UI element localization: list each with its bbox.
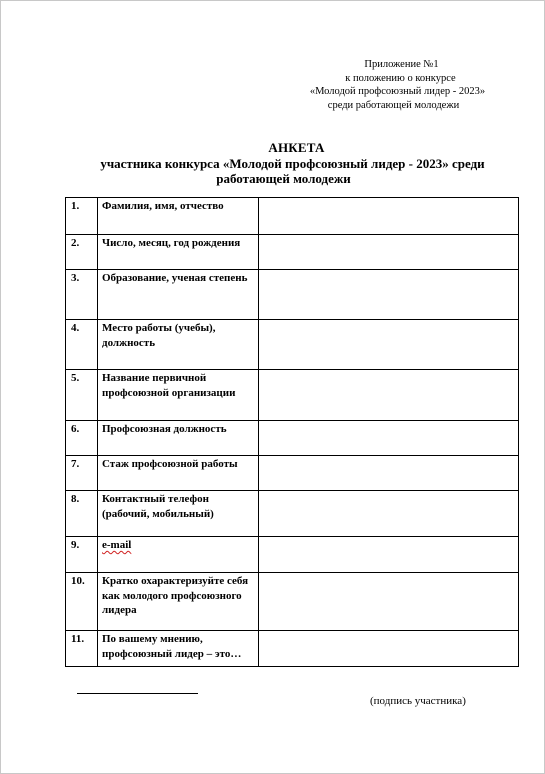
table-row	[66, 198, 519, 235]
row-question: По вашему мнению, профсоюзный лидер – это…	[98, 631, 259, 667]
table-row	[66, 421, 519, 456]
appendix-line-1: Приложение №1	[364, 59, 439, 70]
row-question: Профсоюзная должность	[98, 421, 259, 456]
answer-cell-workplace[interactable]	[259, 320, 519, 370]
appendix-line-4: среди работающей молодежи	[327, 99, 460, 111]
row-question	[98, 537, 259, 573]
answer-cell-union-position[interactable]	[259, 421, 519, 456]
email-label: e-mail	[102, 539, 132, 551]
answer-cell-leader-opinion[interactable]	[259, 631, 519, 667]
row-question: Название первичной профсоюзной организации	[98, 370, 259, 421]
table-row	[66, 631, 519, 667]
signature-caption: (подпись участника)	[370, 695, 466, 707]
answer-cell-education[interactable]	[259, 270, 519, 320]
table-row	[66, 320, 519, 370]
answer-cell-full-name[interactable]	[259, 198, 519, 235]
row-question: Кратко охарактеризуйте себя как молодого профсоюзного лидера	[98, 573, 259, 631]
row-number: 8.	[66, 491, 98, 537]
table-row	[66, 370, 519, 421]
table-row	[66, 573, 519, 631]
form-title-line-1: АНКЕТА	[268, 140, 325, 155]
appendix-header	[250, 58, 545, 112]
row-number: 9.	[66, 537, 98, 573]
row-question: Образование, ученая степень	[98, 270, 259, 320]
row-number: 3.	[66, 270, 98, 320]
answer-cell-email[interactable]	[259, 537, 519, 573]
answer-cell-self-description[interactable]	[259, 573, 519, 631]
row-question: Место работы (учебы), должность	[98, 320, 259, 370]
form-title	[40, 140, 545, 187]
row-question: Контактный телефон (рабочий, мобильный)	[98, 491, 259, 537]
answer-cell-union-experience[interactable]	[259, 456, 519, 491]
appendix-line-3: «Молодой профсоюзный лидер - 2023»	[309, 86, 486, 97]
row-number: 1.	[66, 198, 98, 235]
appendix-line-2: к положению о конкурсе	[345, 72, 456, 84]
form-title-line-2: участника конкурса «Молодой профсоюзный лидер - 2023» среди	[100, 155, 485, 171]
table-row	[66, 270, 519, 320]
row-number: 2.	[66, 235, 98, 270]
row-question: Фамилия, имя, отчество	[98, 198, 259, 235]
row-number: 10.	[66, 573, 98, 631]
row-question: Стаж профсоюзной работы	[98, 456, 259, 491]
table-row	[66, 491, 519, 537]
row-number: 4.	[66, 320, 98, 370]
row-question: Число, месяц, год рождения	[98, 235, 259, 270]
row-number: 7.	[66, 456, 98, 491]
form-title-line-3: работающей молодежи	[216, 171, 351, 186]
table-row	[66, 235, 519, 270]
table-row	[66, 537, 519, 573]
table-row	[66, 456, 519, 491]
answer-cell-phone[interactable]	[259, 491, 519, 537]
row-number: 11.	[66, 631, 98, 667]
answer-cell-organization[interactable]	[259, 370, 519, 421]
answer-cell-birth-date[interactable]	[259, 235, 519, 270]
signature-line	[77, 693, 198, 694]
row-number: 6.	[66, 421, 98, 456]
questionnaire-table	[65, 197, 519, 667]
row-number: 5.	[66, 370, 98, 421]
